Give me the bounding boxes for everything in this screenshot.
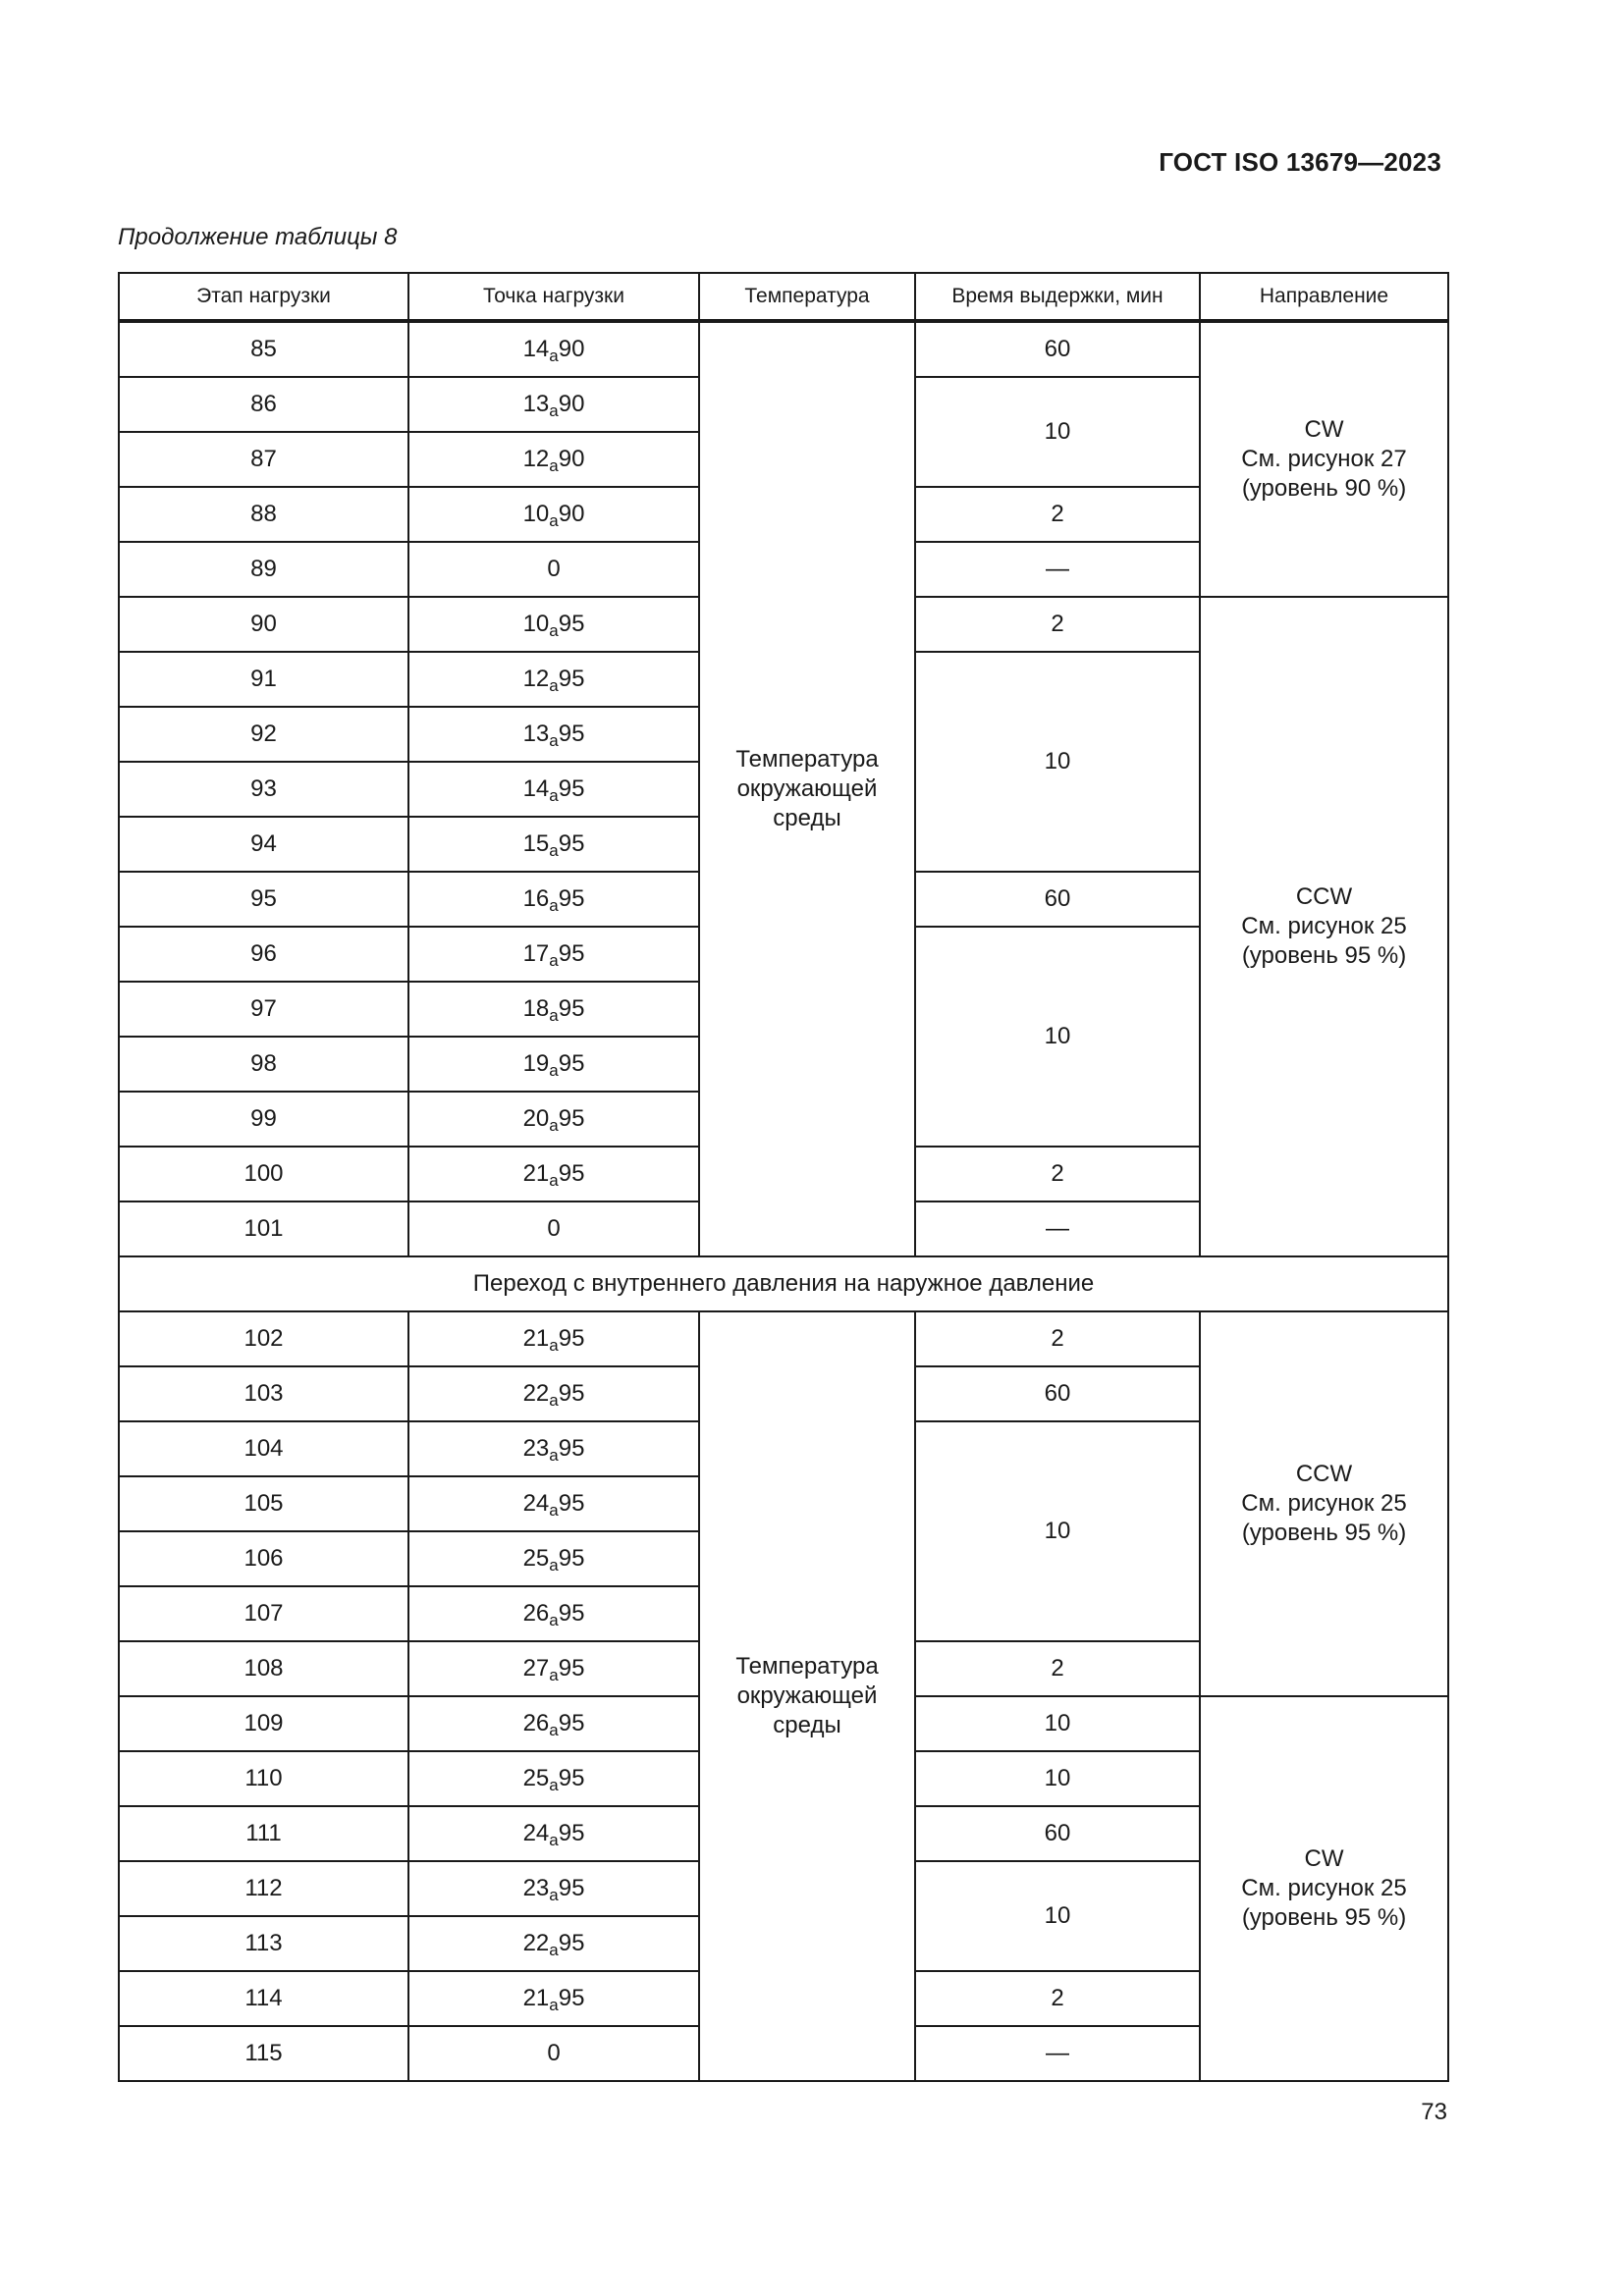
header-point: Точка нагрузки [408, 273, 699, 321]
stage-cell: 103 [119, 1366, 408, 1421]
point-sub: a [549, 401, 559, 420]
point-base: 17 [522, 940, 550, 967]
point-tail: 95 [558, 1765, 585, 1791]
point-sub: a [549, 1336, 559, 1355]
time-cell: 2 [915, 1641, 1200, 1696]
time-cell: — [915, 542, 1200, 597]
point-sub: a [549, 841, 559, 860]
point-cell [408, 1531, 699, 1586]
point-tail: 95 [558, 1545, 585, 1572]
point-base: 22 [522, 1380, 550, 1407]
stage-cell: 109 [119, 1696, 408, 1751]
point-cell [408, 652, 699, 707]
point-base: 10 [522, 501, 550, 527]
point-tail: 95 [558, 995, 585, 1022]
point-sub: a [549, 1611, 559, 1629]
point-sub: a [549, 1996, 559, 2014]
point-sub: a [549, 1666, 559, 1684]
document-code: ГОСТ ISO 13679—2023 [1159, 147, 1441, 177]
stage-cell: 96 [119, 927, 408, 982]
point-tail: 95 [558, 1435, 585, 1462]
point-sub: a [549, 951, 559, 970]
stage-cell: 91 [119, 652, 408, 707]
time-cell: 2 [915, 1311, 1200, 1366]
point-base: 24 [522, 1820, 550, 1846]
point-tail: 95 [558, 1105, 585, 1132]
point-cell [408, 1916, 699, 1971]
time-cell: 10 [915, 1421, 1200, 1641]
point-base: 21 [522, 1160, 550, 1187]
stage-cell: 106 [119, 1531, 408, 1586]
point-base: 24 [522, 1490, 550, 1517]
point-cell [408, 1201, 699, 1256]
stage-cell: 100 [119, 1147, 408, 1201]
table-row [119, 1311, 1448, 1366]
point-cell [408, 872, 699, 927]
load-table [118, 272, 1449, 2082]
stage-cell: 92 [119, 707, 408, 762]
time-cell: 2 [915, 1971, 1200, 2026]
direction-line: CCW [1295, 1461, 1353, 1487]
stage-cell: 112 [119, 1861, 408, 1916]
point-cell [408, 487, 699, 542]
stage-cell: 110 [119, 1751, 408, 1806]
stage-cell: 85 [119, 321, 408, 377]
point-sub: a [549, 731, 559, 750]
point-sub: a [549, 456, 559, 475]
point-tail: 95 [558, 1820, 585, 1846]
point-sub: a [549, 1391, 559, 1410]
point-cell [408, 1861, 699, 1916]
time-cell: — [915, 1201, 1200, 1256]
direction-cell [1200, 1311, 1448, 1696]
direction-line: См. рисунок 25 [1241, 913, 1407, 939]
point-tail: 95 [558, 1380, 585, 1407]
point-sub: a [549, 1831, 559, 1849]
direction-line: CCW [1295, 883, 1353, 910]
direction-line: См. рисунок 25 [1241, 1490, 1407, 1517]
point-base: 18 [522, 995, 550, 1022]
header-hold-time: Время выдержки, мин [915, 273, 1200, 321]
point-tail: 95 [558, 1050, 585, 1077]
time-cell: 60 [915, 321, 1200, 377]
point-sub: a [549, 1721, 559, 1739]
point-base: 16 [522, 885, 550, 912]
point-cell [408, 597, 699, 652]
point-tail: 95 [558, 666, 585, 692]
point-tail: 95 [558, 775, 585, 802]
direction-cell [1200, 1696, 1448, 2081]
point-base: 19 [522, 1050, 550, 1077]
direction-line: (уровень 95 %) [1241, 1520, 1407, 1546]
point-tail: 95 [558, 1985, 585, 2011]
time-cell: 10 [915, 927, 1200, 1147]
point-base: 0 [547, 556, 561, 582]
point-cell [408, 817, 699, 872]
stage-cell: 89 [119, 542, 408, 597]
stage-cell: 104 [119, 1421, 408, 1476]
stage-cell: 86 [119, 377, 408, 432]
point-sub: a [549, 1116, 559, 1135]
direction-line: См. рисунок 27 [1241, 446, 1407, 472]
point-tail: 95 [558, 1490, 585, 1517]
page-number: 73 [1421, 2099, 1447, 2125]
stage-cell: 115 [119, 2026, 408, 2081]
point-tail: 95 [558, 885, 585, 912]
point-cell [408, 542, 699, 597]
time-cell: 2 [915, 1147, 1200, 1201]
direction-line: (уровень 95 %) [1241, 942, 1407, 969]
point-cell [408, 1476, 699, 1531]
point-base: 12 [522, 666, 550, 692]
point-base: 25 [522, 1765, 550, 1791]
point-base: 14 [522, 775, 550, 802]
point-base: 0 [547, 2040, 561, 2066]
stage-cell: 113 [119, 1916, 408, 1971]
point-cell [408, 1586, 699, 1641]
point-sub: a [549, 1776, 559, 1794]
point-base: 26 [522, 1600, 550, 1627]
time-cell: 2 [915, 487, 1200, 542]
direction-cell [1200, 597, 1448, 1256]
point-base: 12 [522, 446, 550, 472]
stage-cell: 101 [119, 1201, 408, 1256]
point-cell [408, 1971, 699, 2026]
stage-cell: 108 [119, 1641, 408, 1696]
point-tail: 95 [558, 830, 585, 857]
table-header-row [119, 273, 1448, 321]
point-sub: a [549, 1501, 559, 1520]
transition-row [119, 1256, 1448, 1311]
point-sub: a [549, 1886, 559, 1904]
stage-cell: 105 [119, 1476, 408, 1531]
direction-line: См. рисунок 25 [1241, 1875, 1407, 1901]
point-cell [408, 2026, 699, 2081]
point-cell [408, 1092, 699, 1147]
stage-cell: 88 [119, 487, 408, 542]
point-cell [408, 1366, 699, 1421]
transition-cell: Переход с внутреннего давления на наружное давление [119, 1256, 1448, 1311]
point-base: 13 [522, 391, 550, 417]
point-tail: 95 [558, 1655, 585, 1682]
point-sub: a [549, 347, 559, 365]
point-cell [408, 982, 699, 1037]
point-base: 27 [522, 1655, 550, 1682]
point-tail: 95 [558, 611, 585, 637]
point-cell [408, 1037, 699, 1092]
point-cell [408, 377, 699, 432]
stage-cell: 102 [119, 1311, 408, 1366]
point-tail: 95 [558, 1930, 585, 1956]
time-cell: 60 [915, 1806, 1200, 1861]
point-sub: a [549, 1061, 559, 1080]
point-sub: a [549, 1171, 559, 1190]
point-tail: 90 [558, 391, 585, 417]
point-base: 14 [522, 336, 550, 362]
point-tail: 95 [558, 721, 585, 747]
point-sub: a [549, 676, 559, 695]
time-cell: — [915, 2026, 1200, 2081]
point-base: 21 [522, 1325, 550, 1352]
header-direction: Направление [1200, 273, 1448, 321]
point-sub: a [549, 1556, 559, 1575]
point-sub: a [549, 1006, 559, 1025]
point-tail: 95 [558, 1875, 585, 1901]
temperature-cell: Температура окружающей среды [699, 1311, 915, 2081]
point-sub: a [549, 1446, 559, 1465]
point-base: 0 [547, 1215, 561, 1242]
stage-cell: 90 [119, 597, 408, 652]
direction-line: CW [1304, 416, 1344, 443]
point-sub: a [549, 786, 559, 805]
stage-cell: 99 [119, 1092, 408, 1147]
point-cell [408, 1311, 699, 1366]
stage-cell: 93 [119, 762, 408, 817]
point-cell [408, 1641, 699, 1696]
point-base: 15 [522, 830, 550, 857]
point-tail: 90 [558, 446, 585, 472]
stage-cell: 94 [119, 817, 408, 872]
point-tail: 95 [558, 1325, 585, 1352]
point-base: 20 [522, 1105, 550, 1132]
point-base: 22 [522, 1930, 550, 1956]
stage-cell: 87 [119, 432, 408, 487]
point-tail: 90 [558, 501, 585, 527]
point-cell [408, 321, 699, 377]
time-cell: 10 [915, 377, 1200, 487]
point-cell [408, 1751, 699, 1806]
point-base: 25 [522, 1545, 550, 1572]
time-cell: 10 [915, 1696, 1200, 1751]
table-caption: Продолжение таблицы 8 [118, 224, 398, 250]
stage-cell: 107 [119, 1586, 408, 1641]
point-base: 26 [522, 1710, 550, 1736]
point-base: 23 [522, 1875, 550, 1901]
point-tail: 95 [558, 1600, 585, 1627]
point-cell [408, 1147, 699, 1201]
point-cell [408, 1696, 699, 1751]
stage-cell: 114 [119, 1971, 408, 2026]
point-cell [408, 707, 699, 762]
point-cell [408, 927, 699, 982]
direction-cell [1200, 321, 1448, 597]
time-cell: 10 [915, 652, 1200, 872]
point-cell [408, 432, 699, 487]
point-tail: 95 [558, 1160, 585, 1187]
temperature-cell: Температура окружающей среды [699, 321, 915, 1256]
table-row [119, 321, 1448, 377]
time-cell: 10 [915, 1751, 1200, 1806]
direction-line: (уровень 90 %) [1241, 475, 1407, 502]
point-base: 23 [522, 1435, 550, 1462]
direction-line: (уровень 95 %) [1241, 1904, 1407, 1931]
stage-cell: 95 [119, 872, 408, 927]
point-sub: a [549, 511, 559, 530]
stage-cell: 98 [119, 1037, 408, 1092]
time-cell: 60 [915, 1366, 1200, 1421]
time-cell: 60 [915, 872, 1200, 927]
point-sub: a [549, 621, 559, 640]
point-tail: 95 [558, 1710, 585, 1736]
point-cell [408, 762, 699, 817]
direction-line: CW [1304, 1845, 1344, 1872]
header-stage: Этап нагрузки [119, 273, 408, 321]
point-base: 13 [522, 721, 550, 747]
time-cell: 2 [915, 597, 1200, 652]
stage-cell: 97 [119, 982, 408, 1037]
point-cell [408, 1806, 699, 1861]
point-tail: 95 [558, 940, 585, 967]
point-sub: a [549, 896, 559, 915]
point-cell [408, 1421, 699, 1476]
header-temperature: Температура [699, 273, 915, 321]
time-cell: 10 [915, 1861, 1200, 1971]
point-base: 21 [522, 1985, 550, 2011]
point-base: 10 [522, 611, 550, 637]
stage-cell: 111 [119, 1806, 408, 1861]
point-tail: 90 [558, 336, 585, 362]
point-sub: a [549, 1941, 559, 1959]
